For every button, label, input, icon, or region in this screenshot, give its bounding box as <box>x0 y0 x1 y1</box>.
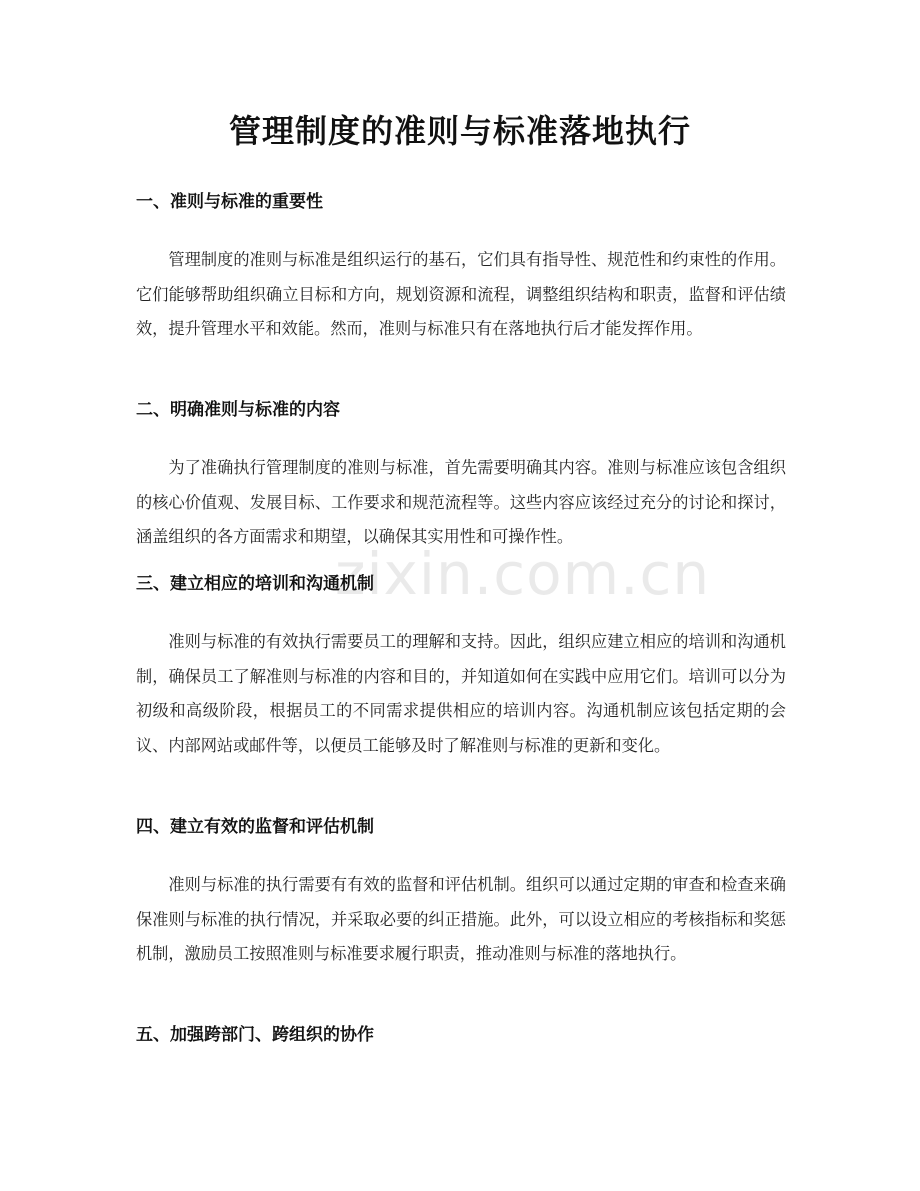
section-1 <box>136 189 786 347</box>
section-heading: 五、加强跨部门、跨组织的协作 <box>136 1025 374 1045</box>
section-paragraph: 准则与标准的有效执行需要员工的理解和支持。因此，组织应建立相应的培训和沟通机制，确保员工了解准则与标准的内容和目的，并知道如何在实践中应用它们。培训可以分为初级和高级阶段，根据员工的不同需求提供相应的培训内容。沟通机制应该包括定期的会议、内部网站或邮件等，以便员工能够及时了解准则与标准的更新和变化。 <box>136 632 786 755</box>
section-5 <box>136 1022 786 1048</box>
section-3 <box>136 571 786 763</box>
section-paragraph: 准则与标准的执行需要有有效的监督和评估机制。组织可以通过定期的审查和检查来确保准则与标准的执行情况，并采取必要的纠正措施。此外，可以设立相应的考核指标和奖惩机制，激励员工按照准则与标准要求履行职责，推动准则与标准的落地执行。 <box>136 875 786 963</box>
section-2 <box>136 397 786 555</box>
watermark: zixin.com.cn <box>335 540 711 608</box>
document-title: 管理制度的准则与标准落地执行 <box>228 112 691 150</box>
section-paragraph: 为了准确执行管理制度的准则与标准，首先需要明确其内容。准则与标准应该包含组织的核心价值观、发展目标、工作要求和规范流程等。这些内容应该经过充分的讨论和探讨，涵盖组织的各方面需求和期望，以确保其实用性和可操作性。 <box>136 458 786 546</box>
section-paragraph: 管理制度的准则与标准是组织运行的基石，它们具有指导性、规范性和约束性的作用。它们能够帮助组织确立目标和方向，规划资源和流程，调整组织结构和职责，监督和评估绩效，提升管理水平和效能。然而，准则与标准只有在落地执行后才能发挥作用。 <box>136 250 786 338</box>
section-heading: 三、建立相应的培训和沟通机制 <box>136 574 374 594</box>
section-4 <box>136 814 786 972</box>
section-heading: 二、明确准则与标准的内容 <box>136 400 340 420</box>
section-heading: 四、建立有效的监督和评估机制 <box>136 817 374 837</box>
section-heading: 一、准则与标准的重要性 <box>136 192 323 212</box>
